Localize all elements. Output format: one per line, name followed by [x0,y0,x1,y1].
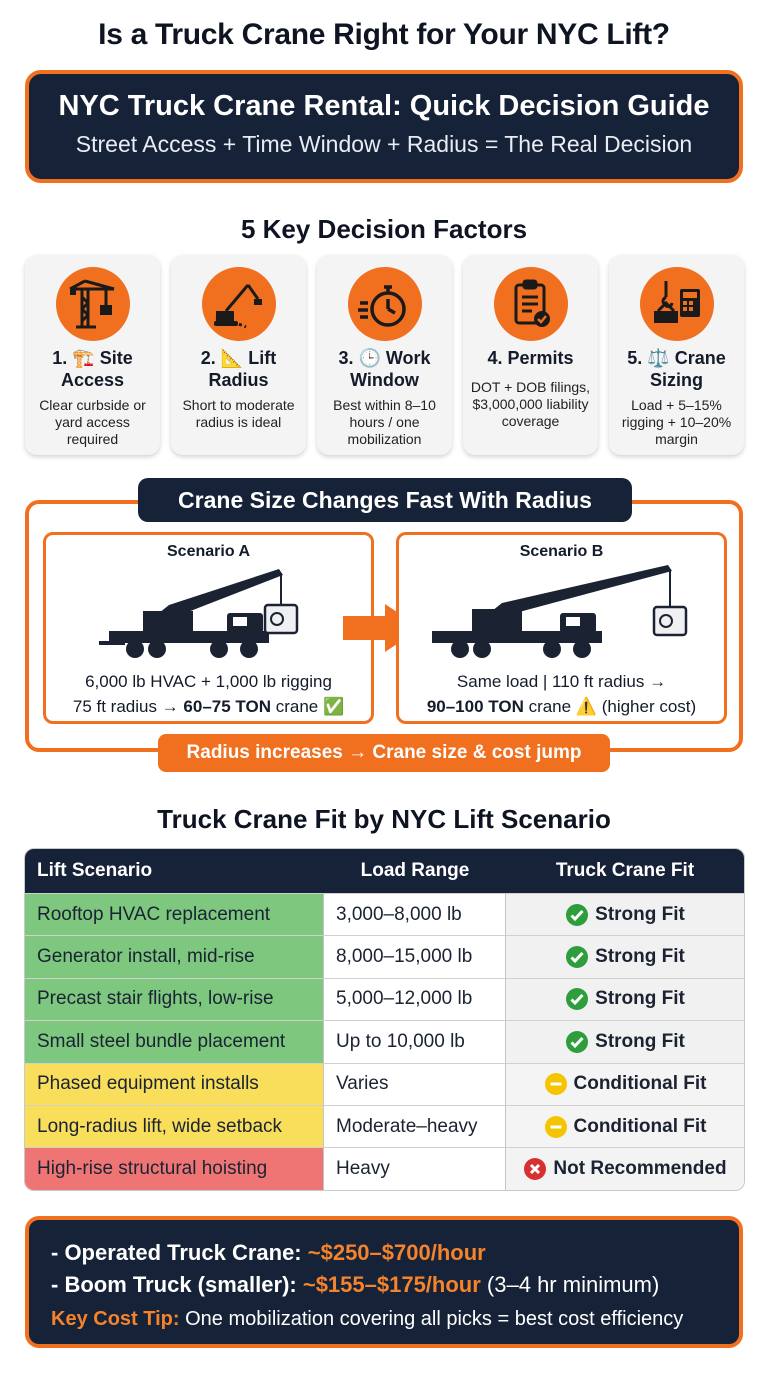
cell-load-range: 3,000–8,000 lb [324,893,506,935]
factor-card-site-access [25,255,160,455]
table-header-row [25,849,744,893]
table-row [25,1105,744,1147]
cell-fit [506,1147,744,1189]
cost-line-boom-truck: - Boom Truck (smaller): ~$155–$175/hour (3–4 hr minimum) [51,1272,660,1297]
fit-label: Conditional Fit [573,1115,707,1137]
fit-label: Strong Fit [595,903,685,925]
tower-crane-icon [56,267,130,341]
cell-load-range: 5,000–12,000 lb [324,978,506,1020]
check-circle-icon [565,1030,589,1054]
scenario-label: Scenario B [519,543,604,560]
radius-heading: Crane Size Changes Fast With Radius [138,478,632,522]
factor-card-crane-sizing [609,255,744,455]
cell-scenario: High-rise structural hoisting [25,1147,324,1189]
cost-tip: Key Cost Tip: One mobilization covering all picks = best cost efficiency [51,1308,684,1330]
scenario-label: Scenario A [167,543,250,560]
factor-description: Clear curbside or yard access required [39,397,146,447]
cell-scenario: Small steel bundle placement [25,1020,324,1062]
factors-heading: 5 Key Decision Factors [240,214,528,244]
factor-card-lift-radius [171,255,306,455]
cost-line-truck-crane: - Operated Truck Crane: ~$250–$700/hour [51,1240,486,1265]
factor-description: Short to moderate radius is ideal [182,397,295,430]
x-circle-icon [523,1157,547,1181]
fit-label: Conditional Fit [573,1073,707,1095]
column-header-load: Load Range [324,849,506,893]
guide-subtitle: Street Access + Time Window + Radius = The Real Decision [75,131,693,157]
scenario-load-line: 6,000 lb HVAC + 1,000 lb rigging [85,672,332,691]
table-row [25,1020,744,1062]
factor-description: Load + 5–15% rigging + 10–20% margin [621,397,732,447]
check-circle-icon [565,987,589,1011]
cell-fit [506,1020,744,1062]
factors-row [25,255,745,455]
fit-table [24,848,745,1191]
cell-scenario: Precast stair flights, low-rise [25,978,324,1020]
table-row [25,935,744,977]
fit-table-heading: Truck Crane Fit by NYC Lift Scenario [157,804,611,834]
factor-card-work-window [317,255,452,455]
factor-title: 4. Permits [487,348,574,368]
cell-load-range: Varies [324,1063,506,1105]
fit-label: Strong Fit [595,1030,685,1052]
cell-scenario: Phased equipment installs [25,1063,324,1105]
factor-description: Best within 8–10 hours / one mobilization [333,397,436,447]
cell-load-range: Up to 10,000 lb [324,1020,506,1062]
fit-label: Strong Fit [595,988,685,1010]
cell-scenario: Long-radius lift, wide setback [25,1105,324,1147]
page-title: Is a Truck Crane Right for Your NYC Lift? [98,18,670,51]
factor-card-permits [463,255,598,455]
truck-crane-short-icon [99,561,319,669]
check-circle-icon [565,903,589,927]
hook-calculator-icon [640,267,714,341]
table-row [25,1063,744,1105]
excavator-crane-icon [202,267,276,341]
cell-load-range: Moderate–heavy [324,1105,506,1147]
stopwatch-icon [348,267,422,341]
cell-fit [506,1063,744,1105]
scenario-result-line: 75 ft radius → 60–75 TON crane ✅ [72,697,345,716]
guide-title: NYC Truck Crane Rental: Quick Decision Guide [58,90,710,122]
factor-title: 1. 🏗️ Site Access [52,348,133,390]
factor-description: DOT + DOB filings, $3,000,000 liability coverage [470,379,591,429]
cell-load-range: 8,000–15,000 lb [324,935,506,977]
cost-summary-box [25,1216,743,1348]
cell-fit [506,893,744,935]
column-header-scenario: Lift Scenario [25,849,324,893]
table-row [25,1147,744,1189]
column-header-fit: Truck Crane Fit [506,849,744,893]
table-row [25,978,744,1020]
cell-scenario: Rooftop HVAC replacement [25,893,324,935]
factor-title: 5. ⚖️ Crane Sizing [627,348,726,390]
cell-fit [506,1105,744,1147]
radius-callout-banner: Radius increases → Crane size & cost jump [158,734,610,772]
table-row [25,893,744,935]
fit-label: Not Recommended [553,1158,727,1180]
guide-banner [25,70,743,183]
check-circle-icon [565,945,589,969]
cell-scenario: Generator install, mid-rise [25,935,324,977]
cell-fit [506,978,744,1020]
minus-circle-icon [544,1072,568,1096]
scenario-a-card [43,532,374,724]
truck-crane-long-icon [412,561,712,669]
scenario-result-line: 90–100 TON crane ⚠️ (higher cost) [426,697,697,716]
fit-label: Strong Fit [595,946,685,968]
minus-circle-icon [544,1115,568,1139]
scenario-b-card [396,532,727,724]
cell-fit [506,935,744,977]
scenario-load-line: Same load | 110 ft radius → [456,672,667,691]
cell-load-range: Heavy [324,1147,506,1189]
factor-title: 3. 🕒 Work Window [338,348,431,390]
clipboard-check-icon [494,267,568,341]
factor-title: 2. 📐 Lift Radius [200,348,277,390]
